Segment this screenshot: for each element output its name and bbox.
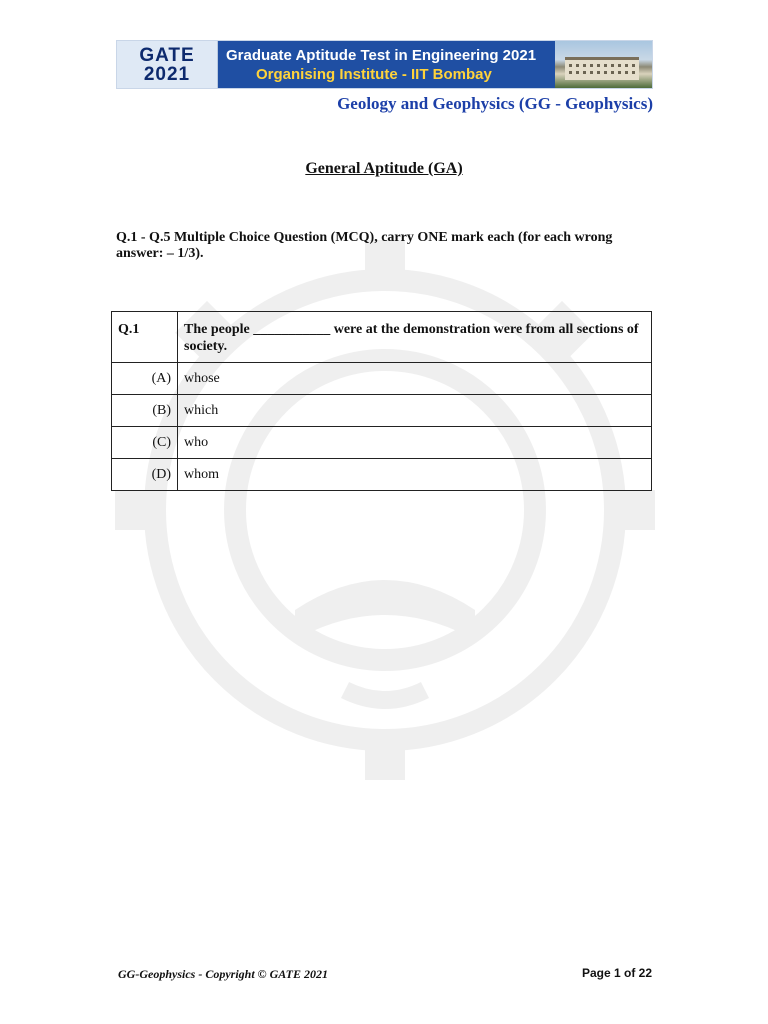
option-text: which	[178, 395, 652, 427]
institute-building-photo	[555, 41, 652, 88]
gate-logo	[117, 41, 218, 88]
option-text: whose	[178, 363, 652, 395]
question-number: Q.1	[112, 312, 178, 363]
building-shape	[565, 57, 639, 80]
option-label: (A)	[112, 363, 178, 395]
banner-subtitle: Organising Institute - IIT Bombay	[256, 65, 492, 83]
banner-title: Graduate Aptitude Test in Engineering 2021	[226, 46, 537, 64]
option-row-d	[112, 459, 652, 491]
footer-copyright: GG-Geophysics - Copyright © GATE 2021	[118, 967, 328, 981]
option-row-c	[112, 427, 652, 459]
question-row	[112, 312, 652, 363]
option-text: who	[178, 427, 652, 459]
option-row-a	[112, 363, 652, 395]
option-label: (D)	[112, 459, 178, 491]
logo-text-year: 2021	[143, 63, 191, 85]
question-text: The people ___________ were at the demonstration were from all sections of society.	[178, 312, 652, 363]
option-row-b	[112, 395, 652, 427]
logo-text-gate: GATE	[139, 44, 195, 66]
option-label: (C)	[112, 427, 178, 459]
header-banner	[116, 40, 653, 89]
institute-emblem-watermark	[95, 220, 675, 800]
option-label: (B)	[112, 395, 178, 427]
page-number: Page 1 of 22	[581, 966, 652, 980]
banner-text-block	[218, 41, 555, 88]
question-table	[111, 311, 652, 491]
section-heading: General Aptitude (GA)	[305, 160, 463, 177]
paper-title: Geology and Geophysics (GG - Geophysics)	[337, 94, 653, 113]
option-text: whom	[178, 459, 652, 491]
section-instructions: Q.1 - Q.5 Multiple Choice Question (MCQ), carry ONE mark each (for each wrong answer: – 1/3).	[116, 230, 613, 261]
